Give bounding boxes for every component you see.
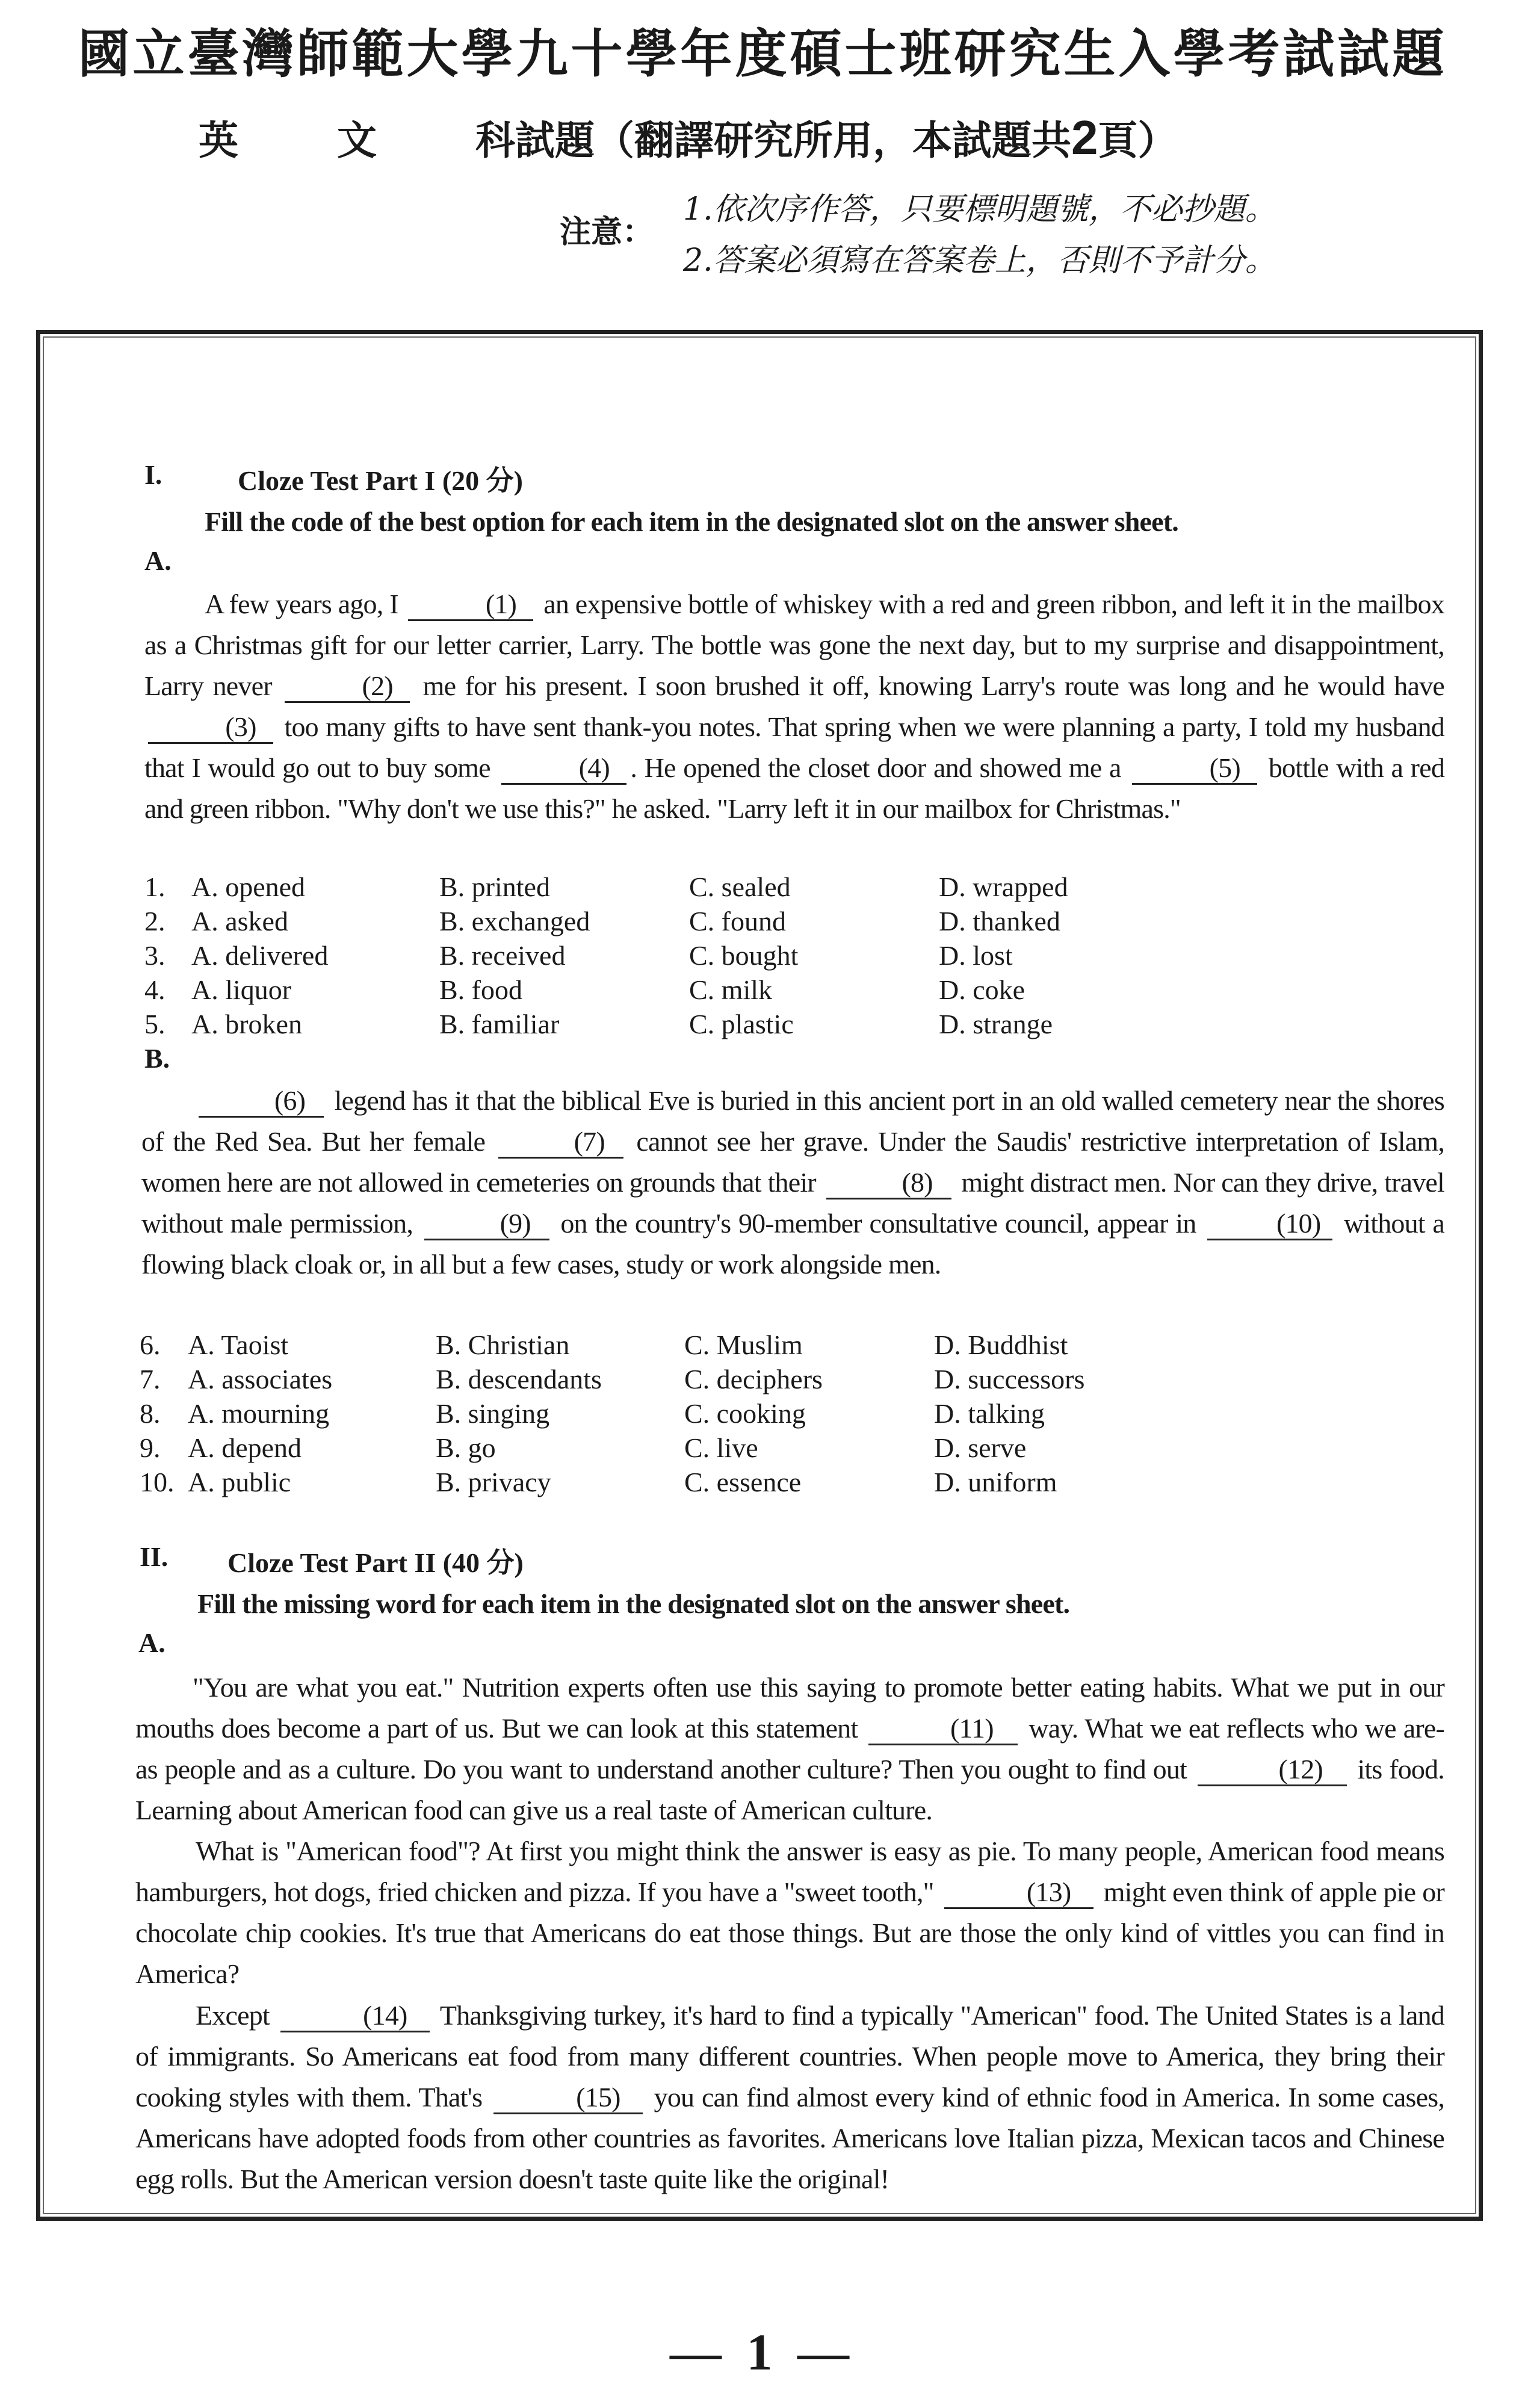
blank-12: (12) <box>1198 1754 1347 1786</box>
subject-description: 科試題（翻譯研究所用，本試題共 <box>475 117 1071 164</box>
option-d: D. wrapped <box>939 871 1068 902</box>
option-d: D. coke <box>939 974 1025 1005</box>
subject-char-1: 英 <box>199 117 238 164</box>
item-number: 4. <box>144 974 165 1005</box>
subject-char-2: 文 <box>337 117 377 164</box>
part2-paragraph-2 <box>135 1831 1444 1995</box>
blank-14: (14) <box>280 2001 430 2032</box>
blank-6: (6) <box>199 1086 324 1118</box>
passage-a-text-6: bottle with a red and green ribbon. "Why don't we use this?" he asked. "Larry left it in our mailbox for Christmas." <box>144 752 1445 824</box>
passage-a-text-1: A few years ago, I <box>205 589 398 619</box>
option-c: C. found <box>689 906 786 936</box>
blank-4: (4) <box>501 753 626 785</box>
p2-text-2: might even think of apple pie or chocolate chip cookies. It's true that Americans do eat those things. But are those the only kind of vittles you can find in America? <box>135 1877 1444 1989</box>
p3-text-3: you can find almost every kind of ethnic food in America. In some cases, Americans have adopted foods from other countries as favorites. Americans love Italian pizza, Mexican tacos and Chinese egg rolls. But the American version doesn't taste quite like the original! <box>135 2082 1445 2194</box>
part2-section-a: A. <box>138 1627 165 1658</box>
page-count: 2 <box>1071 111 1098 164</box>
option-c: C. plastic <box>689 1009 794 1039</box>
passage-a-text-3: me for his present. I soon brushed it off, knowing Larry's route was long and he would have <box>422 670 1445 701</box>
p3-text-2: Thanksgiving turkey, it's hard to find a typically "American" food. The United States is a land of immigrants. So Americans eat food from many different countries. When people move to America, they bring their cooking styles with them. That's <box>135 2000 1444 2112</box>
passage-b <box>141 1080 1444 1285</box>
item-number: 6. <box>140 1329 161 1360</box>
option-b: B. singing <box>436 1398 550 1429</box>
passage-b-text-5: without a flowing black cloak or, in all but a few cases, study or work alongside men. <box>141 1208 1445 1280</box>
option-c: C. cooking <box>684 1398 806 1429</box>
part1-section-b: B. <box>144 1043 170 1074</box>
item-number: 10. <box>140 1467 175 1497</box>
passage-b-text-3: might distract men. Nor can they drive, travel without male permission, <box>141 1167 1445 1239</box>
part2-instruction: Fill the missing word for each item in the designated slot on the answer sheet. <box>197 1588 1070 1619</box>
blank-11: (11) <box>868 1713 1018 1745</box>
option-c: C. sealed <box>689 871 791 902</box>
page-number: — 1 — <box>670 2323 855 2381</box>
option-d: D. strange <box>939 1009 1053 1039</box>
option-a: A. opened <box>191 871 306 902</box>
passage-a <box>144 584 1444 829</box>
p2-text-1: What is "American food"? At first you might think the answer is easy as pie. To many people, American food means hamburgers, hot dogs, fried chicken and pizza. If you have a "sweet tooth," <box>135 1836 1444 1907</box>
passage-b-text-1: legend has it that the biblical Eve is buried in this ancient port in an old walled cemetery near the shores of the Red Sea. But her female <box>141 1085 1445 1157</box>
blank-1: (1) <box>408 589 533 621</box>
option-c: C. Muslim <box>684 1329 803 1360</box>
part1-title: Cloze Test Part I (20 分) <box>238 465 523 496</box>
passage-b-text-2: cannot see her grave. Under the Saudis' restrictive interpretation of Islam, women here are not allowed in cemeteries on grounds that their <box>141 1126 1445 1198</box>
option-a: A. broken <box>191 1009 302 1039</box>
option-row <box>140 1465 1163 1499</box>
option-d: D. Buddhist <box>934 1329 1068 1360</box>
options-1-5 <box>144 870 1168 1041</box>
option-b: B. Christian <box>436 1329 570 1360</box>
part2-number: II. <box>140 1541 169 1572</box>
part2-title: Cloze Test Part II (40 分) <box>227 1547 524 1578</box>
option-d: D. thanked <box>939 906 1060 936</box>
option-row <box>140 1362 1163 1396</box>
item-number: 7. <box>140 1364 161 1394</box>
part1-instruction: Fill the code of the best option for each item in the designated slot on the answer sheet. <box>205 506 1178 537</box>
item-number: 2. <box>144 906 165 936</box>
passage-a-text-5: . He opened the closet door and showed me a <box>630 752 1121 783</box>
p1-text-1: "You are what you eat." Nutrition experts often use this saying to promote better eating habits. What we put in our mouths does become a part of us. But we can look at this statement <box>135 1672 1444 1744</box>
option-b: B. exchanged <box>439 906 590 936</box>
option-a: A. Taoist <box>188 1329 289 1360</box>
option-a: A. public <box>188 1467 291 1497</box>
options-6-10 <box>140 1328 1163 1499</box>
blank-7: (7) <box>498 1127 623 1159</box>
passage-b-text-4: on the country's 90-member consultative council, appear in <box>560 1208 1196 1239</box>
exam-title: 國立臺灣師範大學九十學年度碩士班研究生入學考試試題 <box>78 23 1447 84</box>
note-2: 2.答案必須寫在答案卷上，否則不予計分。 <box>683 243 1276 279</box>
part1-number: I. <box>144 459 162 490</box>
blank-8: (8) <box>826 1168 951 1199</box>
p1-text-3: its food. Learning about American food can give us a real taste of American culture. <box>135 1754 1445 1825</box>
option-b: B. food <box>439 974 522 1005</box>
item-number: 9. <box>140 1432 161 1463</box>
subject-end: 頁） <box>1098 117 1178 164</box>
option-d: D. uniform <box>934 1467 1057 1497</box>
option-c: C. milk <box>689 974 773 1005</box>
option-row <box>144 904 1168 938</box>
option-d: D. serve <box>934 1432 1027 1463</box>
blank-2: (2) <box>285 671 410 703</box>
option-d: D. lost <box>939 940 1013 971</box>
option-c: C. essence <box>684 1467 802 1497</box>
notes-label: 注意： <box>560 214 654 250</box>
option-b: B. go <box>436 1432 496 1463</box>
option-c: C. deciphers <box>684 1364 823 1394</box>
option-a: A. mourning <box>188 1398 330 1429</box>
option-d: D. talking <box>934 1398 1045 1429</box>
part1-section-a: A. <box>144 545 172 576</box>
option-a: A. asked <box>191 906 288 936</box>
option-b: B. familiar <box>439 1009 560 1039</box>
blank-5: (5) <box>1132 753 1257 785</box>
passage-a-text-4: too many gifts to have sent thank-you notes. That spring when we were planning a party, I told my husband that I would go out to buy some <box>144 711 1444 783</box>
p3-text-1: Except <box>196 2000 270 2031</box>
option-b: B. received <box>439 940 566 971</box>
passage-a-text-2: an expensive bottle of whiskey with a red and green ribbon, and left it in the mailbox as a Christmas gift for our letter carrier, Larry. The bottle was gone the next day, but to my surprise and disappointment, Larry never <box>144 589 1445 701</box>
option-row <box>140 1328 1163 1362</box>
option-a: A. depend <box>188 1432 302 1463</box>
option-d: D. successors <box>934 1364 1085 1394</box>
option-row <box>144 1007 1168 1041</box>
option-row <box>144 938 1168 973</box>
item-number: 3. <box>144 940 165 971</box>
option-c: C. bought <box>689 940 799 971</box>
p1-text-2: way. What we eat reflects who we are-as people and as a culture. Do you want to understand another culture? Then you ought to find out <box>135 1713 1445 1784</box>
option-a: A. liquor <box>191 974 292 1005</box>
option-row <box>140 1431 1163 1465</box>
blank-9: (9) <box>424 1209 549 1240</box>
item-number: 1. <box>144 871 165 902</box>
item-number: 8. <box>140 1398 161 1429</box>
option-c: C. live <box>684 1432 758 1463</box>
note-1: 1.依次序作答，只要標明題號，不必抄題。 <box>683 191 1276 227</box>
blank-10: (10) <box>1207 1209 1332 1240</box>
option-b: B. printed <box>439 871 550 902</box>
option-row <box>140 1396 1163 1431</box>
part2-paragraph-3 <box>135 1995 1444 2200</box>
blank-13: (13) <box>944 1877 1093 1909</box>
item-number: 5. <box>144 1009 165 1039</box>
option-row <box>144 973 1168 1007</box>
part2-paragraph-1 <box>135 1667 1444 1831</box>
option-a: A. delivered <box>191 940 329 971</box>
option-a: A. associates <box>188 1364 333 1394</box>
blank-15: (15) <box>493 2082 643 2114</box>
option-row <box>144 870 1168 904</box>
option-b: B. descendants <box>436 1364 602 1394</box>
blank-3: (3) <box>148 712 273 744</box>
option-b: B. privacy <box>436 1467 551 1497</box>
